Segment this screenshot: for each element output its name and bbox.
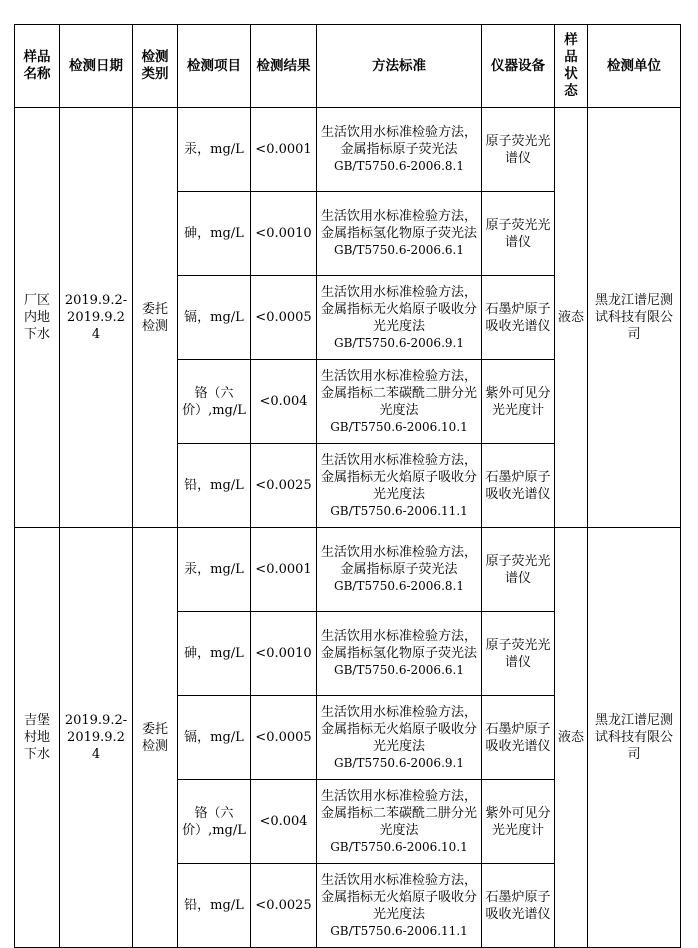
test-item-cell: 汞，mg/L [178, 108, 251, 192]
method-text: 生活饮用水标准检验方法，金属指标无火焰原子吸收分光光度法 [320, 704, 477, 754]
instrument-cell: 紫外可见分光光度计 [482, 780, 555, 864]
instrument-cell: 石墨炉原子吸收光谱仪 [482, 276, 555, 360]
method-text: 生活饮用水标准检验方法，金属指标二苯碳酰二肼分光光度法 [320, 788, 477, 838]
method-code: GB/T5750.6-2006.10.1 [330, 419, 468, 434]
test-item-cell: 镉，mg/L [178, 696, 251, 780]
instrument-cell: 原子荧光光谱仪 [482, 528, 555, 612]
test-result-cell: <0.004 [251, 360, 317, 444]
table-row [15, 108, 681, 192]
method-code: GB/T5750.6-2006.8.1 [334, 159, 464, 173]
instrument-cell: 石墨炉原子吸收光谱仪 [482, 696, 555, 780]
method-standard-cell [317, 612, 482, 696]
test-report-table [14, 24, 681, 948]
header-sample-state: 样品状态 [555, 25, 588, 108]
method-text: 生活饮用水标准检验方法，金属指标二苯碳酰二肼分光光度法 [320, 368, 477, 418]
method-text: 生活饮用水标准检验方法，金属指标氢化物原子荧光法 [320, 629, 477, 661]
test-category-cell: 委托检测 [133, 108, 178, 528]
method-standard-cell [317, 864, 482, 948]
test-result-cell: <0.0025 [251, 864, 317, 948]
test-item-cell: 铬（六价）,mg/L [178, 780, 251, 864]
method-standard-cell [317, 444, 482, 528]
method-text: 生活饮用水标准检验方法，金属指标原子荧光法 [320, 545, 477, 577]
header-test-category: 检测类别 [133, 25, 178, 108]
test-result-cell: <0.0001 [251, 108, 317, 192]
test-result-cell: <0.0001 [251, 528, 317, 612]
sample-state-cell: 液态 [555, 108, 588, 528]
header-test-item: 检测项目 [178, 25, 251, 108]
method-code: GB/T5750.6-2006.6.1 [334, 243, 464, 257]
method-standard-cell [317, 696, 482, 780]
test-item-cell: 铅，mg/L [178, 864, 251, 948]
method-code: GB/T5750.6-2006.9.1 [334, 755, 464, 770]
method-standard-cell [317, 108, 482, 192]
method-code: GB/T5750.6-2006.10.1 [330, 839, 468, 854]
sample-state-cell: 液态 [555, 528, 588, 948]
method-code: GB/T5750.6-2006.11.1 [330, 503, 468, 518]
test-result-cell: <0.0005 [251, 696, 317, 780]
test-item-cell: 铬（六价）,mg/L [178, 360, 251, 444]
test-item-cell: 砷，mg/L [178, 612, 251, 696]
header-row [15, 25, 681, 108]
header-test-date: 检测日期 [60, 25, 133, 108]
method-text: 生活饮用水标准检验方法，金属指标无火焰原子吸收分光光度法 [320, 872, 477, 922]
test-unit-cell: 黑龙江谱尼测试科技有限公司 [588, 108, 681, 528]
test-result-cell: <0.0025 [251, 444, 317, 528]
instrument-cell: 原子荧光光谱仪 [482, 612, 555, 696]
test-result-cell: <0.0005 [251, 276, 317, 360]
header-instrument: 仪器设备 [482, 25, 555, 108]
test-result-cell: <0.0010 [251, 612, 317, 696]
test-date-cell: 2019.9.2-2019.9.24 [60, 108, 133, 528]
header-test-result: 检测结果 [251, 25, 317, 108]
method-text: 生活饮用水标准检验方法，金属指标原子荧光法 [320, 125, 477, 157]
instrument-cell: 原子荧光光谱仪 [482, 108, 555, 192]
test-result-cell: <0.004 [251, 780, 317, 864]
method-standard-cell [317, 780, 482, 864]
method-code: GB/T5750.6-2006.9.1 [334, 335, 464, 350]
method-standard-cell [317, 192, 482, 276]
method-code: GB/T5750.6-2006.11.1 [330, 923, 468, 938]
test-date-cell: 2019.9.2-2019.9.24 [60, 528, 133, 948]
test-item-cell: 铅，mg/L [178, 444, 251, 528]
sample-name-cell: 厂区内地下水 [15, 108, 60, 528]
method-standard-cell [317, 528, 482, 612]
method-code: GB/T5750.6-2006.6.1 [334, 663, 464, 677]
method-text: 生活饮用水标准检验方法，金属指标无火焰原子吸收分光光度法 [320, 284, 477, 334]
instrument-cell: 紫外可见分光光度计 [482, 360, 555, 444]
test-unit-cell: 黑龙江谱尼测试科技有限公司 [588, 528, 681, 948]
test-item-cell: 汞，mg/L [178, 528, 251, 612]
test-item-cell: 砷，mg/L [178, 192, 251, 276]
instrument-cell: 石墨炉原子吸收光谱仪 [482, 444, 555, 528]
instrument-cell: 原子荧光光谱仪 [482, 192, 555, 276]
table-row [15, 528, 681, 612]
test-category-cell: 委托检测 [133, 528, 178, 948]
header-sample-name: 样品名称 [15, 25, 60, 108]
test-result-cell: <0.0010 [251, 192, 317, 276]
header-method-standard: 方法标准 [317, 25, 482, 108]
instrument-cell: 石墨炉原子吸收光谱仪 [482, 864, 555, 948]
sample-name-cell: 吉堡村地下水 [15, 528, 60, 948]
method-code: GB/T5750.6-2006.8.1 [334, 579, 464, 593]
header-test-unit: 检测单位 [588, 25, 681, 108]
method-text: 生活饮用水标准检验方法，金属指标氢化物原子荧光法 [320, 209, 477, 241]
method-standard-cell [317, 276, 482, 360]
method-text: 生活饮用水标准检验方法，金属指标无火焰原子吸收分光光度法 [320, 452, 477, 502]
method-standard-cell [317, 360, 482, 444]
test-item-cell: 镉，mg/L [178, 276, 251, 360]
